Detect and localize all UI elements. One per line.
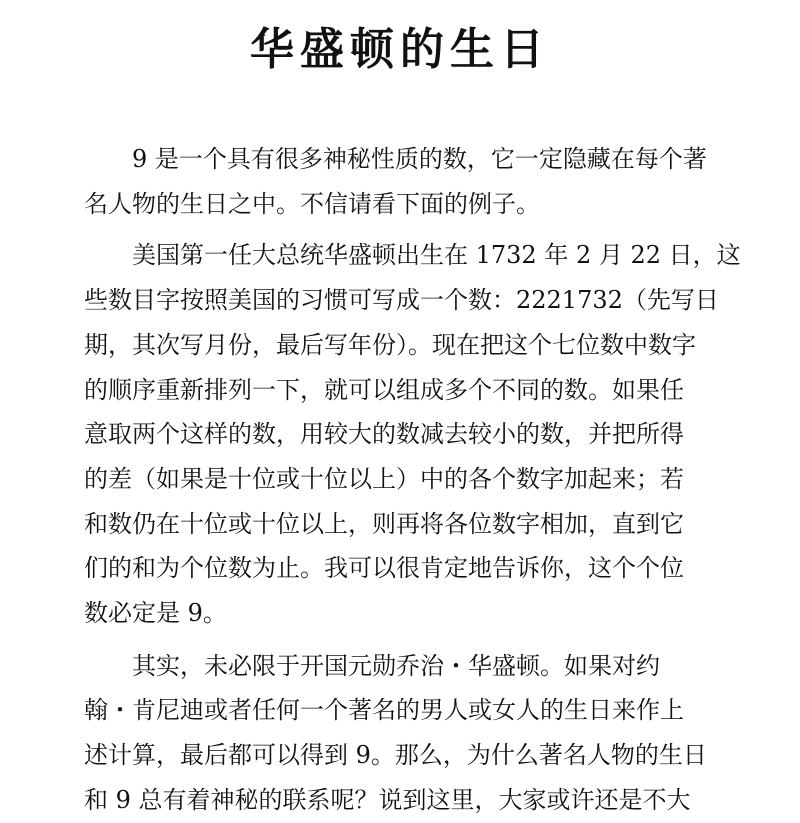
text-line: 些数目字按照美国的习惯可写成一个数：2221732（先写日 <box>84 286 719 315</box>
text-line: 的顺序重新排列一下，就可以组成多个不同的数。如果任 <box>84 375 684 404</box>
paragraph-2 <box>84 233 741 635</box>
text-line: 其实，未必限于开国元勋乔治・华盛顿。如果对约 <box>132 651 660 680</box>
text-line: 意取两个这样的数，用较大的数减去较小的数，并把所得 <box>84 420 684 449</box>
text-line: 翰・肯尼迪或者任何一个著名的男人或女人的生日来作上 <box>84 696 684 725</box>
body-text <box>84 137 741 823</box>
text-line: 美国第一任大总统华盛顿出生在 1732 年 2 月 22 日，这 <box>132 241 741 270</box>
text-line: 述计算，最后都可以得到 9。那么，为什么著名人物的生日 <box>84 741 707 770</box>
text-line: 名人物的生日之中。不信请看下面的例子。 <box>84 189 540 218</box>
paragraph-1 <box>84 137 724 226</box>
paragraph-3 <box>84 644 724 823</box>
text-line: 们的和为个位数为止。我可以很肯定地告诉你，这个个位 <box>84 554 684 583</box>
text-line: 9 是一个具有很多神秘性质的数，它一定隐藏在每个著 <box>132 145 707 173</box>
text-line: 和 9 总有着神秘的联系呢？说到这里，大家或许还是不大 <box>84 785 691 814</box>
page-title: 华盛顿的生日 <box>250 24 550 75</box>
text-line: 数必定是 9。 <box>84 599 227 628</box>
text-line: 的差（如果是十位或十位以上）中的各个数字加起来；若 <box>84 464 684 493</box>
text-line: 和数仍在十位或十位以上，则再将各位数字相加，直到它 <box>84 509 684 538</box>
text-line: 期，其次写月份，最后写年份）。现在把这个七位数中数字 <box>84 330 696 359</box>
